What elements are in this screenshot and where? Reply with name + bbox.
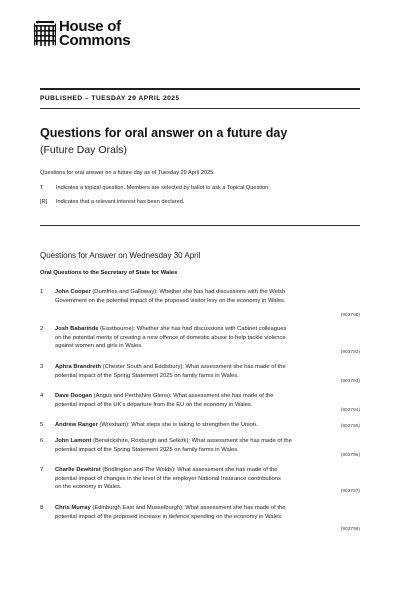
question-number: 8 bbox=[40, 505, 44, 511]
logo-line-1: House of bbox=[59, 18, 121, 35]
question-number: 2 bbox=[40, 326, 44, 332]
question-text: Whether she has had discussions with the Welsh bbox=[159, 289, 286, 295]
question-reference: (903793) bbox=[340, 379, 360, 384]
intro-text: Questions for oral answer on a future day as of Tuesday 29 April 2025. bbox=[40, 170, 215, 176]
published-date: PUBLISHED – TUESDAY 29 APRIL 2025 bbox=[40, 95, 180, 102]
question-reference: (903797) bbox=[340, 489, 360, 494]
question-text: on the economy in Wales. bbox=[55, 484, 122, 491]
divider bbox=[40, 225, 360, 226]
constituency: (Dumfries and Galloway): bbox=[92, 289, 158, 295]
member-name: Aphra Brandreth bbox=[55, 364, 102, 370]
constituency: (Chester South and Eddisbury): bbox=[102, 364, 184, 370]
question-text: potential impact of the proposed increase in defence spending on the economy in Wales. bbox=[55, 513, 283, 520]
legend-item bbox=[40, 199, 184, 205]
question-reference: (903794) bbox=[340, 408, 360, 413]
member-name: John Lamont bbox=[55, 438, 92, 444]
question-reference: (903795) bbox=[340, 424, 360, 429]
question-number: 1 bbox=[40, 289, 44, 295]
member-name: Josh Babarinde bbox=[55, 326, 99, 332]
question-text: What assessment she has made of the bbox=[185, 364, 286, 370]
question-text: What assessment she has made of the bbox=[185, 505, 286, 511]
question-text: on the potential merits of creating a new offence of domestic abuse to help tackle violence bbox=[55, 334, 286, 341]
constituency: (Angus and Perthshire Glens): bbox=[93, 393, 172, 399]
legend-item bbox=[40, 185, 270, 191]
legend-key: [R] bbox=[40, 199, 48, 205]
logo-line-2: Commons bbox=[59, 32, 131, 49]
question-text: potential impact of changes in the level of the employer National Insurance contributions bbox=[55, 475, 281, 482]
question-reference: (903796) bbox=[340, 453, 360, 458]
question-number: 4 bbox=[40, 393, 44, 399]
question-reference: (903798) bbox=[340, 527, 360, 532]
question-text: Government on the potential impact of the proposed visitor levy on the economy in Wales. bbox=[55, 297, 286, 304]
question-reference: (903792) bbox=[340, 350, 360, 355]
question-text: against women and girls in Wales. bbox=[55, 343, 143, 350]
house-of-commons-logo bbox=[34, 20, 130, 48]
question-text: What assessment she has made of the bbox=[173, 393, 274, 399]
constituency: (Berwickshire, Roxburgh and Selkirk): bbox=[93, 438, 190, 444]
question-text: Whether she has had discussions with Cabinet colleagues bbox=[136, 326, 287, 332]
question-text: potential impact of the UK's departure from the EU on the economy in Wales. bbox=[55, 401, 253, 408]
section-heading: Questions for Answer on Wednesday 30 April bbox=[40, 251, 201, 260]
member-name: Andrew Ranger bbox=[55, 422, 98, 428]
page-title: Questions for oral answer on a future day bbox=[40, 126, 288, 140]
question-number: 6 bbox=[40, 438, 44, 444]
legend-text: Indicates that a relevant interest has been declared. bbox=[56, 199, 185, 205]
member-name: Charlie Dewhirst bbox=[55, 467, 101, 473]
divider-top bbox=[40, 88, 360, 90]
constituency: (Edinburgh East and Musselburgh): bbox=[92, 505, 184, 511]
legend-text: Indicates a topical question. Members are selected by ballot to ask a Topical Question. bbox=[56, 185, 270, 191]
logo-wordmark bbox=[59, 20, 130, 48]
constituency: (Eastbourne): bbox=[100, 326, 136, 332]
member-name: John Cooper bbox=[55, 289, 91, 295]
question-text: What assessment she has made of the bbox=[191, 438, 292, 444]
member-name: Dave Doogan bbox=[55, 393, 93, 399]
question-text: What assessment she has made of the bbox=[177, 467, 278, 473]
department-heading: Oral Questions to the Secretary of State for Wales bbox=[40, 270, 178, 276]
question-number: 3 bbox=[40, 364, 44, 370]
question-text: What steps she is taking to strengthen the Union. bbox=[131, 422, 258, 428]
constituency: (Bridlington and The Wolds): bbox=[102, 467, 176, 473]
question-number: 7 bbox=[40, 467, 44, 473]
divider bbox=[40, 108, 360, 109]
question-number: 5 bbox=[40, 422, 44, 428]
page-subtitle: (Future Day Orals) bbox=[40, 144, 127, 156]
constituency: (Wrexham): bbox=[99, 422, 130, 428]
member-name: Chris Murray bbox=[55, 505, 91, 511]
portcullis-icon bbox=[34, 20, 56, 48]
question-text: potential impact of the Spring Statement 2025 on family farms in Wales. bbox=[55, 446, 239, 453]
legend-key: T bbox=[40, 185, 44, 191]
question-text: potential impact of the Spring Statement 2025 on family farms in Wales. bbox=[55, 372, 239, 379]
question-reference: (903790) bbox=[340, 313, 360, 318]
